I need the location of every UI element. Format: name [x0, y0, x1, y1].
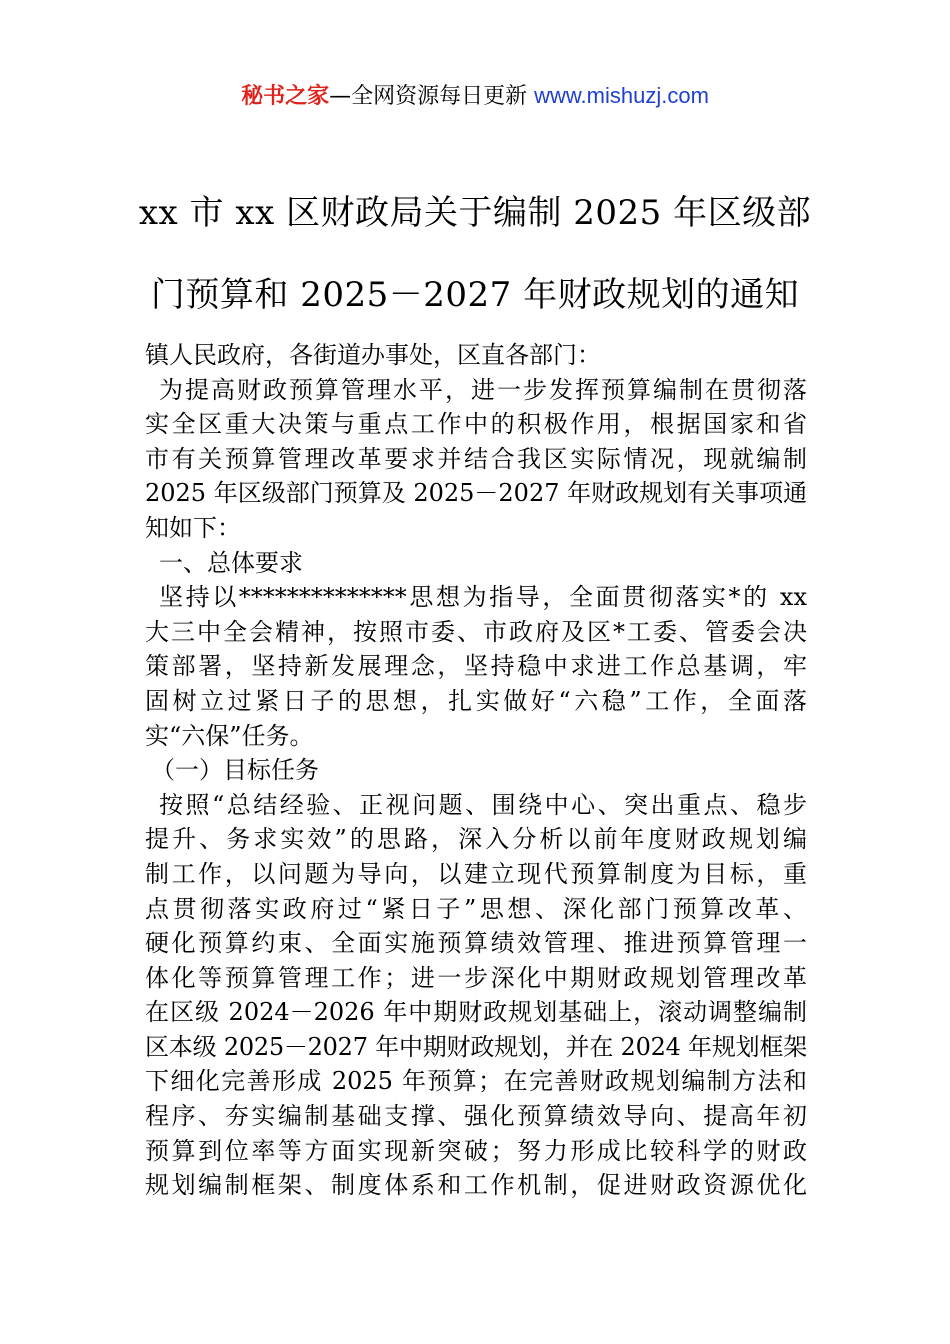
paragraph-line: 按照“总结经验、正视问题、围绕中心、突出重点、稳步 — [159, 790, 807, 819]
paragraph-line: 预算到位率等方面实现新突破；努力形成比较科学的财政 — [145, 1136, 807, 1165]
paragraph-line: 硬化预算约束、全面实施预算绩效管理、推进预算管理一 — [145, 929, 807, 958]
title-line: 门预算和 2025－2027 年财政规划的通知 — [150, 275, 800, 315]
site-brand: 秘书之家 — [241, 84, 330, 109]
paragraph-line: 2025 年区级部门预算及 2025－2027 年财政规划有关事项通 — [145, 479, 807, 508]
salutation: 镇人民政府，各街道办事处，区直各部门： — [145, 341, 601, 369]
paragraph-line: 制工作，以问题为导向，以建立现代预算制度为目标，重 — [145, 859, 807, 888]
subsection-heading: （一）目标任务 — [151, 756, 319, 785]
paragraph-line: 点贯彻落实政府过“紧日子”思想、深化部门预算改革、 — [145, 894, 807, 923]
paragraph-line: 大三中全会精神，按照市委、市政府及区*工委、管委会决 — [145, 617, 807, 646]
paragraph-line: 下细化完善形成 2025 年预算；在完善财政规划编制方法和 — [145, 1067, 807, 1096]
paragraph-line: 市有关预算管理改革要求并结合我区实际情况，现就编制 — [145, 444, 807, 473]
paragraph-line: 为提高财政预算管理水平，进一步发挥预算编制在贯彻落 — [159, 375, 807, 404]
paragraph-line: 实全区重大决策与重点工作中的积极作用，根据国家和省 — [145, 410, 807, 439]
site-url-link[interactable]: www.mishuzj.com — [534, 83, 709, 108]
paragraph-line: 知如下： — [145, 513, 241, 542]
site-header — [0, 80, 950, 113]
paragraph-line: 区本级 2025－2027 年中期财政规划，并在 2024 年规划框架 — [145, 1032, 807, 1061]
title-line: xx 市 xx 区财政局关于编制 2025 年区级部 — [138, 193, 812, 233]
paragraph-line: 实“六保”任务。 — [145, 721, 314, 750]
paragraph-line: 规划编制框架、制度体系和工作机制，促进财政资源优化 — [145, 1171, 807, 1200]
paragraph-line: 在区级 2024－2026 年中期财政规划基础上，滚动调整编制 — [145, 998, 807, 1027]
section-heading: 一、总体要求 — [159, 548, 303, 577]
paragraph-line: 程序、夯实编制基础支撑、强化预算绩效导向、提高年初 — [145, 1102, 807, 1131]
paragraph-line: 固树立过紧日子的思想，扎实做好“六稳”工作，全面落 — [145, 686, 807, 715]
document-title — [100, 172, 850, 336]
document-body — [145, 338, 807, 1203]
site-tagline: —全网资源每日更新 — [329, 84, 528, 109]
paragraph-line: 提升、务求实效”的思路，深入分析以前年度财政规划编 — [145, 825, 807, 854]
paragraph-line: 体化等预算管理工作；进一步深化中期财政规划管理改革 — [145, 963, 807, 992]
paragraph-line: 策部署，坚持新发展理念，坚持稳中求进工作总基调，牢 — [145, 652, 807, 681]
paragraph-line: 坚持以**************思想为指导，全面贯彻落实*的 xx — [159, 583, 807, 612]
